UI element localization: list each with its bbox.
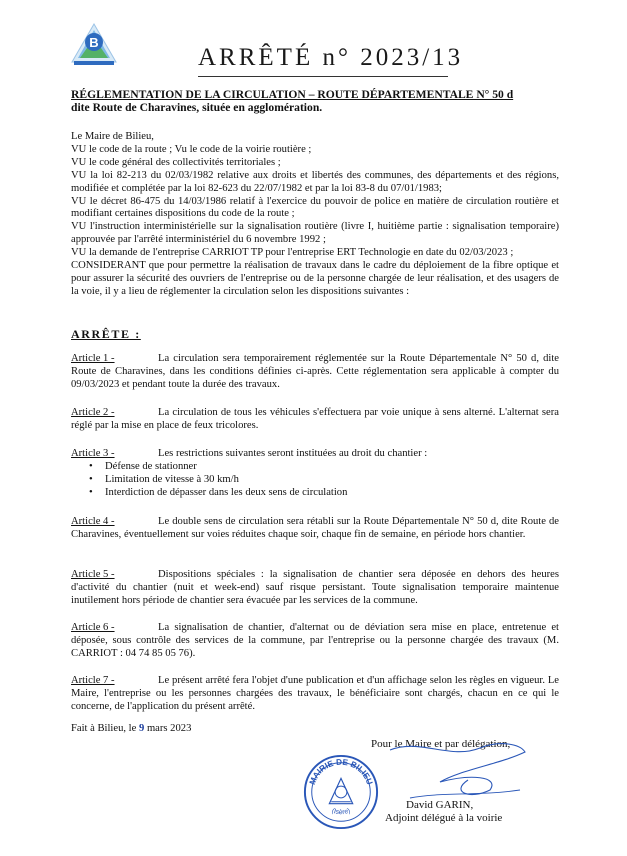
article-5 <box>71 569 559 608</box>
signatory-role: Adjoint délégué à la voirie <box>385 812 503 824</box>
document-subject <box>71 88 561 114</box>
svg-text:B: B <box>89 35 99 50</box>
preamble-line: Le Maire de Bilieu, <box>71 131 154 142</box>
list-item: • Limitation de vitesse à 30 km/h <box>105 474 559 487</box>
article-label: Article 7 - <box>71 675 115 686</box>
article-label: Article 1 - <box>71 353 115 364</box>
article-label: Article 3 - <box>71 448 115 459</box>
preamble-line: VU la loi 82-213 du 02/03/1982 relative aux droits et libertés des communes, des départements et des régions, modifiée et complétée par la loi 82-623 du 22/07/1982 et par la loi 83-8 du 07/01/1983; <box>71 169 559 194</box>
stamp-top-text: MAIRIE DE BILIEU <box>307 757 375 787</box>
title-underline <box>198 76 448 77</box>
subject-line-2: dite Route de Charavines, située en agglomération. <box>71 101 323 114</box>
preamble-line: VU la demande de l'entreprise CARRIOT TP pour l'entreprise ERT Technologie en date du 02/03/2023 ; <box>71 247 514 259</box>
article-2 <box>71 407 559 433</box>
page-title: ARRÊTÉ n° 2023/13 <box>198 44 464 71</box>
preamble <box>71 131 559 299</box>
list-item: • Interdiction de dépasser dans les deux sens de circulation <box>105 487 559 500</box>
restrictions-list <box>71 461 559 500</box>
stamp-bottom-text: (Isère) <box>330 807 352 817</box>
list-item: • Défense de stationner <box>105 461 559 474</box>
article-text: Les restrictions suivantes seront instituées au droit du chantier : <box>158 448 428 459</box>
article-text: La signalisation de chantier, d'alternat ou de déviation sera mise en place, entretenue et déposée, sous contrôle des services de la commune, par l'entreprise ou la personne chargée des travaux (M. CARRIOT : 04 74 85 05 76). <box>71 622 559 659</box>
article-label: Article 2 - <box>71 407 115 418</box>
article-text: La circulation sera temporairement réglementée sur la Route Départementale N° 50 d, dite Route de Charavines, dans les conditions définies ci-après. Cette réglementation sera applicable à compter du 09/03/2023 et pendant toute la durée des travaux. <box>71 353 559 390</box>
preamble-line: VU le code général des collectivités territoriales ; <box>71 156 281 168</box>
preamble-line: VU le code de la route ; Vu le code de la voirie routière ; <box>71 143 312 155</box>
article-4 <box>71 516 559 542</box>
article-1 <box>71 353 559 392</box>
preamble-line: VU le décret 86-475 du 14/03/1986 relatif à l'exercice du pouvoir de police en matière de circulation routière et modifiant certaines dispositions du code de la route ; <box>71 195 559 220</box>
date-prefix: Fait à Bilieu, le <box>71 723 137 734</box>
arrete-heading: ARRÊTE : <box>71 327 141 341</box>
article-text: Dispositions spéciales : la signalisation de chantier sera déposée en dehors des heures d'activité du chantier (nuit et week-end) sauf risque persistant. Toute signalisation temporaire maintenue inutilement hors période de chantier sera évacuée par les services de la commune. <box>71 569 559 606</box>
handwritten-signature <box>380 730 530 810</box>
article-3 <box>71 448 559 500</box>
commune-logo <box>70 22 118 68</box>
delegation-text: Pour le Maire et par délégation, <box>371 738 511 750</box>
mairie-stamp <box>302 753 380 831</box>
article-label: Article 4 - <box>71 516 115 527</box>
svg-text:(Isère) <box>331 807 352 816</box>
article-7 <box>71 675 559 714</box>
preamble-line: CONSIDERANT que pour permettre la réalisation de travaux dans le cadre du déploiement de la fibre optique et pour assurer la sécurité des ouvriers de l'entreprise ou de la personne chargée de leur réalisation, et des usagers de la voie, il y a lieu de réglementer la circulation selon les dispositions suivantes : <box>71 260 559 297</box>
article-6 <box>71 622 559 661</box>
preamble-line: VU l'instruction interministérielle sur la signalisation routière (livre I, huitième partie : signalisation temporaire) approuvée par l'arrêté interministériel du 6 novembre 1992 ; <box>71 221 559 246</box>
article-label: Article 6 - <box>71 622 115 633</box>
date-day-handwritten: 9 <box>138 723 145 734</box>
subject-line-1: RÉGLEMENTATION DE LA CIRCULATION – ROUTE DÉPARTEMENTALE N° 50 d <box>71 88 514 101</box>
date-place <box>71 723 191 734</box>
article-text: Le double sens de circulation sera rétabli sur la Route Départementale N° 50 d, dite Route de Charavines, éventuellement sur voies réduites chaque soir, chaque fin de semaine, en période hors chantier. <box>71 516 559 540</box>
date-suffix: mars 2023 <box>146 723 192 734</box>
article-label: Article 5 - <box>71 569 115 580</box>
svg-text:MAIRIE DE BILIEU <box>308 758 374 786</box>
article-text: Le présent arrêté fera l'objet d'une publication et d'un affichage selon les règles en vigueur. Le Maire, l'entreprise ou les personnes chargées des travaux, le bénéficiaire sont chargés, chacun en ce qui le concerne, de l'application du présent arrêté. <box>71 675 559 712</box>
signatory-name: David GARIN, <box>406 799 474 811</box>
article-text: La circulation de tous les véhicules s'effectuera par voie unique à sens alterné. L'alternat sera réglé par la mise en place de feux tricolores. <box>71 407 559 431</box>
